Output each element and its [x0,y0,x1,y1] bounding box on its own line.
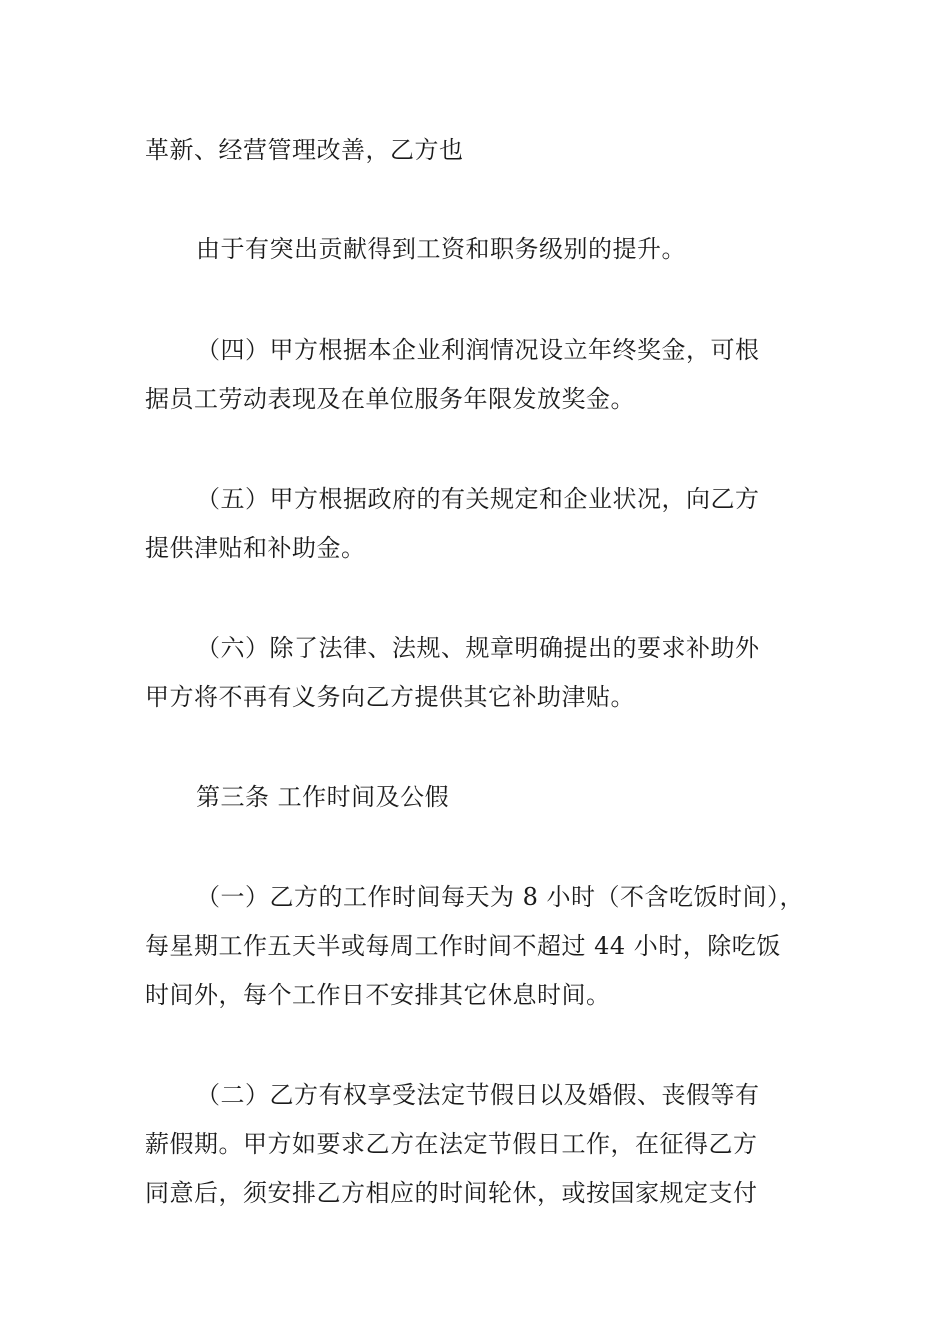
clause-5-line-2: 提供津贴和补助金。 [145,534,366,562]
article-3-item-1-line-2: 每星期工作五天半或每周工作时间不超过 44 小时，除吃饭 [145,932,781,960]
clause-5-line-1: （五）甲方根据政府的有关规定和企业状况，向乙方 [196,485,760,513]
clause-4-line-1: （四）甲方根据本企业利润情况设立年终奖金，可根 [196,336,760,364]
article-3-item-1-line-3: 时间外，每个工作日不安排其它休息时间。 [145,981,611,1009]
article-3-heading: 第三条 工作时间及公假 [196,783,450,811]
clause-6-line-2: 甲方将不再有义务向乙方提供其它补助津贴。 [145,683,635,711]
text-line-1: 革新、经营管理改善，乙方也 [145,136,464,164]
article-3-item-2-line-1: （二）乙方有权享受法定节假日以及婚假、丧假等有 [196,1081,760,1109]
clause-6-line-1: （六）除了法律、法规、规章明确提出的要求补助外 [196,634,760,662]
text-line-2: 由于有突出贡献得到工资和职务级别的提升。 [196,235,686,263]
article-3-item-2-line-3: 同意后，须安排乙方相应的时间轮休，或按国家规定支付 [145,1179,758,1207]
article-3-item-1-line-1: （一）乙方的工作时间每天为 8 小时（不含吃饭时间）， [196,883,805,911]
clause-4-line-2: 据员工劳动表现及在单位服务年限发放奖金。 [145,385,635,413]
article-3-item-2-line-2: 薪假期。甲方如要求乙方在法定节假日工作，在征得乙方 [145,1130,758,1158]
